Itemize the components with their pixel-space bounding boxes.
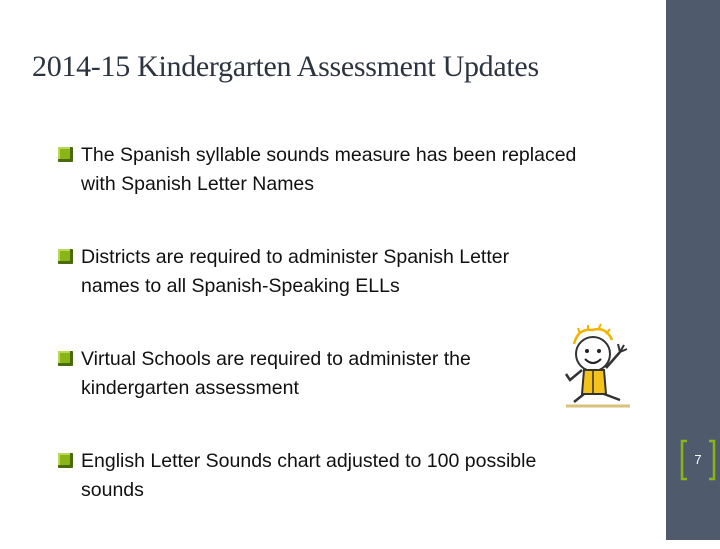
checkbox-bullet-icon (58, 453, 73, 468)
bullet-text-line: with Spanish Letter Names (81, 173, 315, 195)
waving-child-icon (560, 322, 634, 410)
bullet-text-line: Districts are required to administer Spanish Letter (81, 246, 510, 268)
page-number: 7 (694, 452, 702, 467)
slide-title: 2014-15 Kindergarten Assessment Updates (32, 50, 539, 83)
bullet-text-line: Virtual Schools are required to administer the (81, 348, 471, 370)
bullet-text-line: kindergarten assessment (81, 377, 299, 399)
bullet-text-line: English Letter Sounds chart adjusted to 100 possible (81, 450, 537, 472)
checkbox-bullet-icon (58, 351, 73, 366)
bullet-list (58, 141, 638, 549)
bullet-item (58, 447, 621, 505)
checkbox-bullet-icon (58, 249, 73, 264)
bullet-item (58, 141, 641, 199)
bullet-item (58, 243, 601, 301)
bullet-text-line: sounds (81, 479, 144, 501)
bullet-text-line: The Spanish syllable sounds measure has been replaced (81, 144, 577, 166)
bullet-text-line: names to all Spanish-Speaking ELLs (81, 275, 400, 297)
checkbox-bullet-icon (58, 147, 73, 162)
bullet-item (58, 345, 551, 403)
